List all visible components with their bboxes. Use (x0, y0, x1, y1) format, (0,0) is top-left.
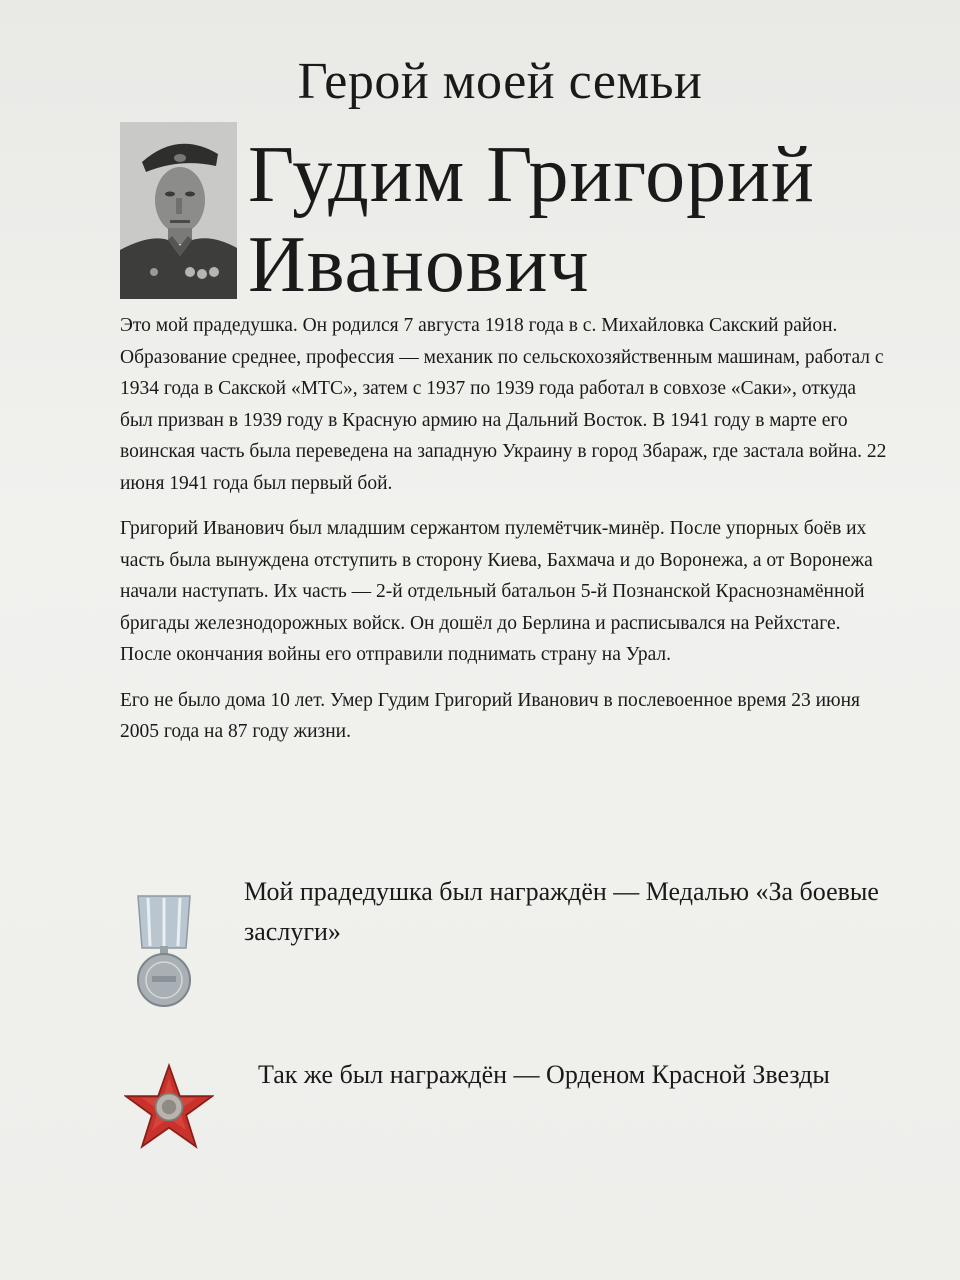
portrait-photo (120, 122, 237, 299)
hero-name-line1: Гудим Григорий (248, 131, 815, 219)
red-star-order-icon (124, 1062, 214, 1152)
order-award-text: Так же был награждён — Орденом Красной Звезды (258, 1060, 830, 1089)
medal-award-text: Мой прадедушка был награждён — Медалью «За боевые заслуги» (244, 877, 879, 946)
biography (120, 310, 890, 762)
bio-paragraph-3: Его не было дома 10 лет. Умер Гудим Григорий Иванович в послевоенное время 23 июня 2005 года на 87 году жизни. (120, 689, 861, 742)
bio-paragraph-2: Григорий Иванович был младшим сержантом пулемётчик-минёр. После упорных боёв их часть была вынуждена отступить в сторону Киева, Бахмача и до Воронежа, а от Воронежа начали наступать. Их часть — 2-й отдельный батальон 5-й Познанской Краснознамённой бригады железнодорожных войск. Он дошёл до Берлина и расписывался на Рейхстаге. После окончания войны его отправили поднимать страну на Урал. (120, 518, 873, 665)
hero-name-line2: Иванович (248, 221, 590, 309)
hero-name (248, 130, 815, 310)
medal-icon (128, 890, 200, 1012)
page-title: Герой моей семьи (297, 53, 703, 110)
bio-paragraph-1: Это мой прадедушка. Он родился 7 августа 1918 года в с. Михайловка Сакский район. Образование среднее, профессия — механик по сельскохозяйственным машинам, работал с 1934 года в Сакской «МТС», затем с 1937 по 1939 года работал в совхозе «Саки», откуда был призван в 1939 году в Красную армию на Дальний Восток. В 1941 году в марте его воинская часть была переведена на западную Украину в город Збараж, где застала война. 22 июня 1941 года был первый бой. (120, 315, 887, 494)
